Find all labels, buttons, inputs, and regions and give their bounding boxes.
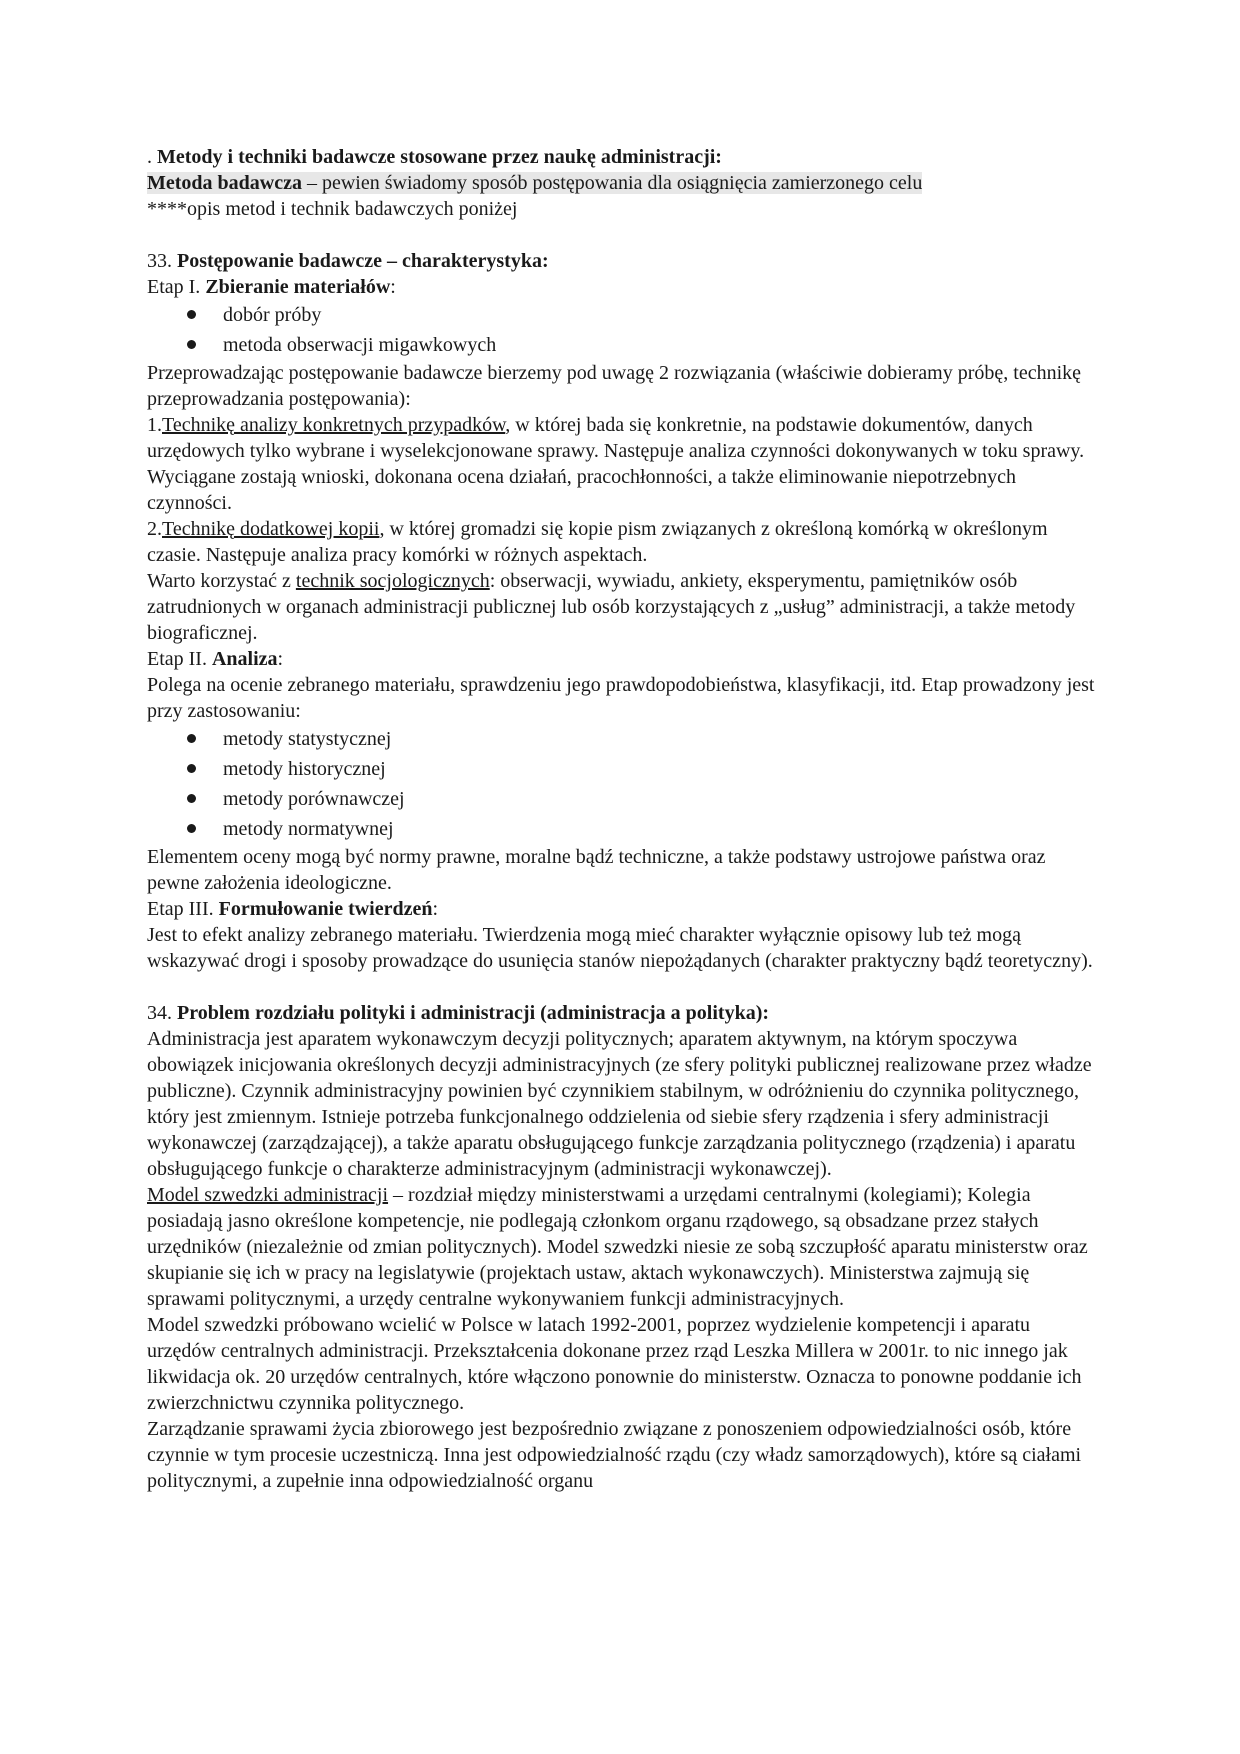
- paragraph: Elementem oceny mogą być normy prawne, moralne bądź techniczne, a także podstawy ustrojowe państwa oraz pewne założenia ideologiczne.: [147, 846, 1046, 894]
- sociological-techniques: [147, 568, 1097, 646]
- text-rest: : obserwacji, wywiadu, ankiety, eksperymentu, pamiętników osób zatrudnionych w organach administracji publicznej lub osób korzystających z „usług” administracji, a także metody biograficznej.: [147, 570, 1076, 644]
- heading-prefix: .: [147, 146, 157, 168]
- technique-2: [147, 516, 1097, 568]
- spacer: [147, 974, 1097, 1000]
- etap-colon: :: [277, 648, 284, 670]
- list-item-text: metoda obserwacji migawkowych: [223, 334, 497, 356]
- section-34-heading: [147, 1000, 1097, 1026]
- technique-1: [147, 412, 1097, 516]
- paragraph: Jest to efekt analizy zebranego materiału. Twierdzenia mogą mieć charakter wyłącznie opisowy lub też mogą wskazywać drogi i sposoby prowadzące do usunięcia stanów niepożądanych (charakter praktyczny bądź teoretyczny).: [147, 924, 1093, 972]
- underlined-term: Model szwedzki administracji: [147, 1184, 389, 1206]
- list-item: [147, 300, 1097, 330]
- list-item-text: metody porównawczej: [223, 788, 405, 810]
- etap-prefix: Etap I.: [147, 276, 206, 298]
- spacer: [147, 222, 1097, 248]
- definition-line: [147, 170, 1097, 196]
- paragraph: Model szwedzki próbowano wcielić w Polsce w latach 1992-2001, poprzez wydzielenie kompetencji i aparatu urzędów centralnych administracji. Przekształcenia dokonane przez rząd Leszka Millera w 2001r. to nic innego jak likwidacja ok. 20 urzędów centralnych, które włączono ponownie do ministerstw. Oznacza to ponowne poddanie ich zwierzchnictwu czynnika politycznego.: [147, 1314, 1082, 1414]
- technique-term: Technikę dodatkowej kopii: [162, 518, 380, 540]
- text-prefix: Warto korzystać z: [147, 570, 296, 592]
- bullet-icon: [187, 310, 196, 319]
- heading-number: 33.: [147, 250, 177, 272]
- list-item: [147, 784, 1097, 814]
- paragraph: Administracja jest aparatem wykonawczym decyzji politycznych; aparatem aktywnym, na którym spoczywa obowiązek inicjowania określonych decyzji administracyjnych (ze sfery polityki publicznej realizowane przez władze publiczne). Czynnik administracyjny powinien być czynnikiem stabilnym, w odróżnieniu do czynnika politycznego, który jest zmiennym. Istnieje potrzeba funkcjonalnego oddzielenia od siebie sfery rządzenia i sfery administracji wykonawczej (zarządzającej), a także aparatu obsługującego funkcje zarządzania politycznego (rządzenia) i aparatu obsługującego funkcje o charakterze administracyjnym (administracji wykonawczej).: [147, 1028, 1092, 1180]
- etap-prefix: Etap II.: [147, 648, 212, 670]
- etap-title: Analiza: [211, 648, 278, 670]
- etap-title: Formułowanie twierdzeń: [218, 898, 433, 920]
- etap-colon: :: [390, 276, 396, 298]
- bullet-icon: [187, 824, 196, 833]
- paragraph: Przeprowadzając postępowanie badawcze bierzemy pod uwagę 2 rozwiązania (właściwie dobieramy próbę, technikę przeprowadzania postępowania):: [147, 362, 1082, 410]
- list-item: [147, 724, 1097, 754]
- list-item-text: metody historycznej: [223, 758, 386, 780]
- note-line: ****opis metod i technik badawczych poniżej: [147, 198, 518, 220]
- bullet-icon: [187, 340, 196, 349]
- etap-1-heading: [147, 274, 1097, 300]
- technique-number: 2.: [147, 518, 162, 540]
- heading-title: Postępowanie badawcze – charakterystyka:: [177, 250, 549, 272]
- definition-term: Metoda badawcza: [147, 172, 302, 194]
- heading-title: Problem rozdziału polityki i administracji (administracja a polityka):: [177, 1002, 770, 1024]
- etap-colon: :: [432, 898, 439, 920]
- highlighted-definition: [147, 172, 922, 194]
- list-item-text: dobór próby: [223, 304, 322, 326]
- list-item-text: metody normatywnej: [223, 818, 394, 840]
- section-32-heading: [147, 144, 1097, 170]
- technique-number: 1.: [147, 414, 162, 436]
- technique-term: Technikę analizy konkretnych przypadków: [162, 414, 506, 436]
- paragraph: Polega na ocenie zebranego materiału, sprawdzeniu jego prawdopodobieństwa, klasyfikacji, itd. Etap prowadzony jest przy zastosowaniu:: [147, 674, 1095, 722]
- list-item: [147, 754, 1097, 784]
- list-item: [147, 330, 1097, 360]
- technique-text: , w której gromadzi się kopie pism związanych z określoną komórką w określonym czasie. Następuje analiza pracy komórki w różnych aspektach.: [147, 518, 1048, 566]
- heading-number: 34.: [147, 1002, 177, 1024]
- text-rest: – rozdział między ministerstwami a urzędami centralnymi (kolegiami); Kolegia posiadają jasno określone kompetencje, nie podlegają członkom organu rządowego, są obsadzane przez stałych urzędników (niezależnie od zmian politycznych). Model szwedzki niesie ze sobą szczupłość aparatu ministerstw oraz skupianie się ich w pracy na legislatywie (projektach ustaw, aktach wykonawczych). Ministerstwa zajmują się sprawami politycznymi, a urzędy centralne wykonywaniem funkcji administracyjnych.: [147, 1184, 1088, 1310]
- paragraph: Zarządzanie sprawami życia zbiorowego jest bezpośrednio związane z ponoszeniem odpowiedzialności osób, które czynnie w tym procesie uczestniczą. Inna jest odpowiedzialność rządu (czy władz samorządowych), które są ciałami politycznymi, a zupełnie inna odpowiedzialność organu: [147, 1418, 1082, 1492]
- bullet-icon: [187, 734, 196, 743]
- definition-text: – pewien świadomy sposób postępowania dla osiągnięcia zamierzonego celu: [301, 172, 923, 194]
- etap-3-heading: [147, 896, 1097, 922]
- technique-text: , w której bada się konkretnie, na podstawie dokumentów, danych urzędowych tylko wybrane i wyselekcjonowane sprawy. Następuje analiza czynności dokonywanych w toku sprawy. Wyciągane zostają wnioski, dokonana ocena działań, pracochłonności, a także eliminowanie niepotrzebnych czynności.: [147, 414, 1085, 514]
- bullet-icon: [187, 794, 196, 803]
- etap-2-heading: [147, 646, 1097, 672]
- section-33-heading: [147, 248, 1097, 274]
- list-item-text: metody statystycznej: [223, 728, 392, 750]
- etap-1-bullet-list: [147, 300, 1097, 360]
- bullet-icon: [187, 764, 196, 773]
- etap-2-bullet-list: [147, 724, 1097, 844]
- heading-title: Metody i techniki badawcze stosowane przez naukę administracji:: [157, 146, 722, 168]
- swedish-model-paragraph: [147, 1182, 1097, 1312]
- document-body: [147, 144, 1097, 1494]
- etap-prefix: Etap III.: [147, 898, 219, 920]
- etap-title: Zbieranie materiałów: [205, 276, 391, 298]
- underlined-term: technik socjologicznych: [295, 570, 490, 592]
- list-item: [147, 814, 1097, 844]
